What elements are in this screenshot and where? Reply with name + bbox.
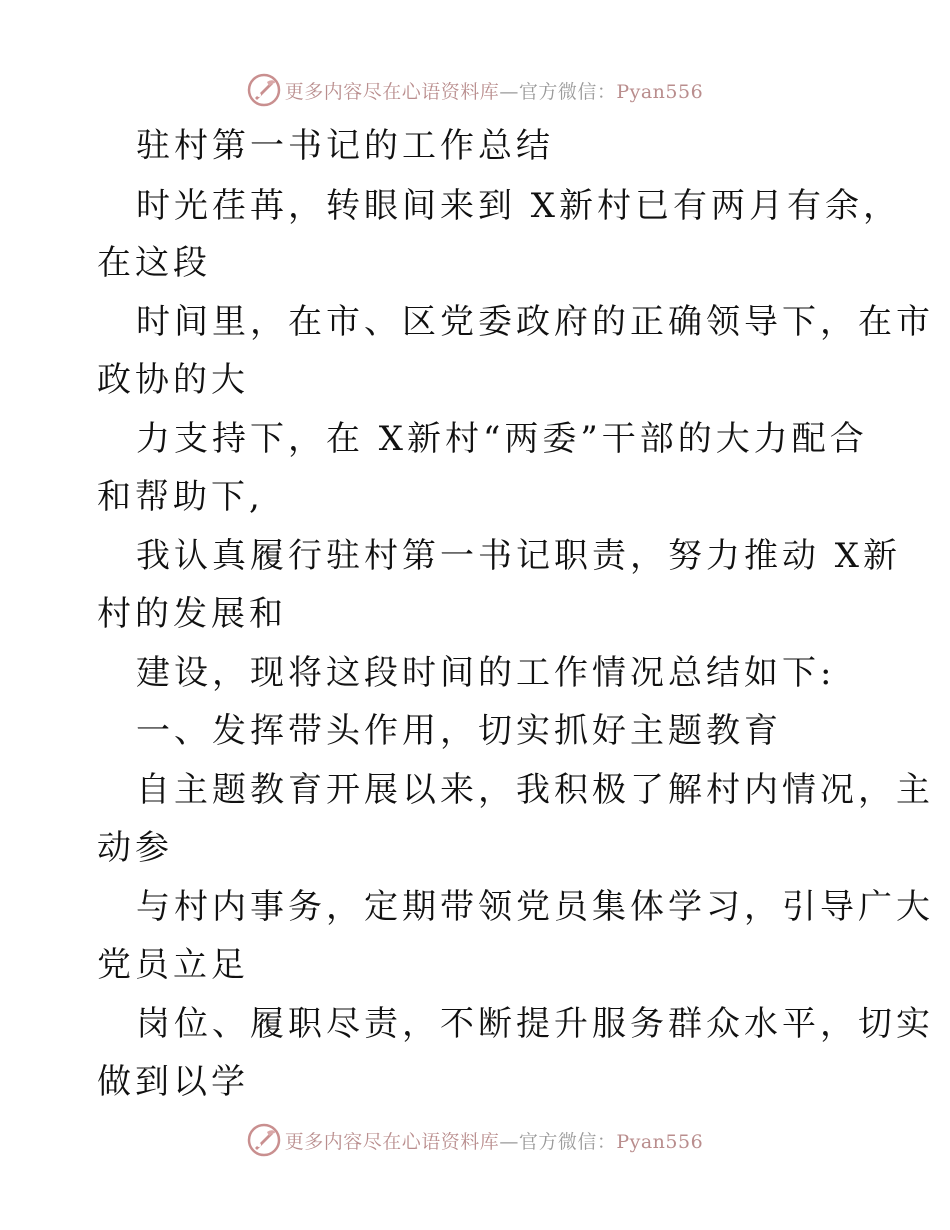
text-line: 力支持下，在 X新村“两委”干部的大力配合 bbox=[136, 419, 868, 459]
text-line: 与村内事务，定期带领党员集体学习，引导广大 bbox=[136, 887, 934, 927]
watermark-main-text: 更多内容尽在心语资料库 bbox=[284, 80, 500, 103]
watermark-dash: — bbox=[499, 1130, 519, 1153]
text-line: 我认真履行驻村第一书记职责，努力推动 X新 bbox=[136, 536, 902, 576]
text-line: 在这段 bbox=[97, 243, 211, 283]
watermark-suffix-text: 官方微信： bbox=[518, 1130, 617, 1153]
watermark-suffix-text: 官方微信： bbox=[518, 80, 617, 103]
text-line: 时间里，在市、区党委政府的正确领导下，在市 bbox=[136, 302, 934, 342]
watermark-dash: — bbox=[499, 80, 519, 103]
text-line: 动参 bbox=[97, 828, 173, 868]
text-line: 岗位、履职尽责，不断提升服务群众水平，切实 bbox=[136, 1004, 934, 1044]
text-line: 自主题教育开展以来，我积极了解村内情况，主 bbox=[136, 770, 934, 810]
text-line: 政协的大 bbox=[97, 360, 249, 400]
text-line: 做到以学 bbox=[97, 1062, 249, 1102]
watermark-main-text: 更多内容尽在心语资料库 bbox=[284, 1130, 500, 1153]
text-line: 建设，现将这段时间的工作情况总结如下: bbox=[136, 653, 836, 693]
text-line: 党员立足 bbox=[97, 945, 249, 985]
text-line: 和帮助下, bbox=[97, 477, 264, 517]
document-title: 驻村第一书记的工作总结 bbox=[136, 126, 554, 166]
quill-seal-logo-icon bbox=[247, 1123, 281, 1157]
text-line: 村的发展和 bbox=[97, 594, 287, 634]
section-heading: 一、发挥带头作用，切实抓好主题教育 bbox=[136, 711, 782, 751]
watermark-account: Pyan556 bbox=[616, 80, 704, 103]
watermark-account: Pyan556 bbox=[616, 1130, 704, 1153]
watermark-banner-bottom bbox=[0, 1120, 950, 1160]
text-line: 时光荏苒，转眼间来到 X新村已有两月有余， bbox=[136, 186, 902, 226]
watermark-text bbox=[285, 1127, 703, 1154]
